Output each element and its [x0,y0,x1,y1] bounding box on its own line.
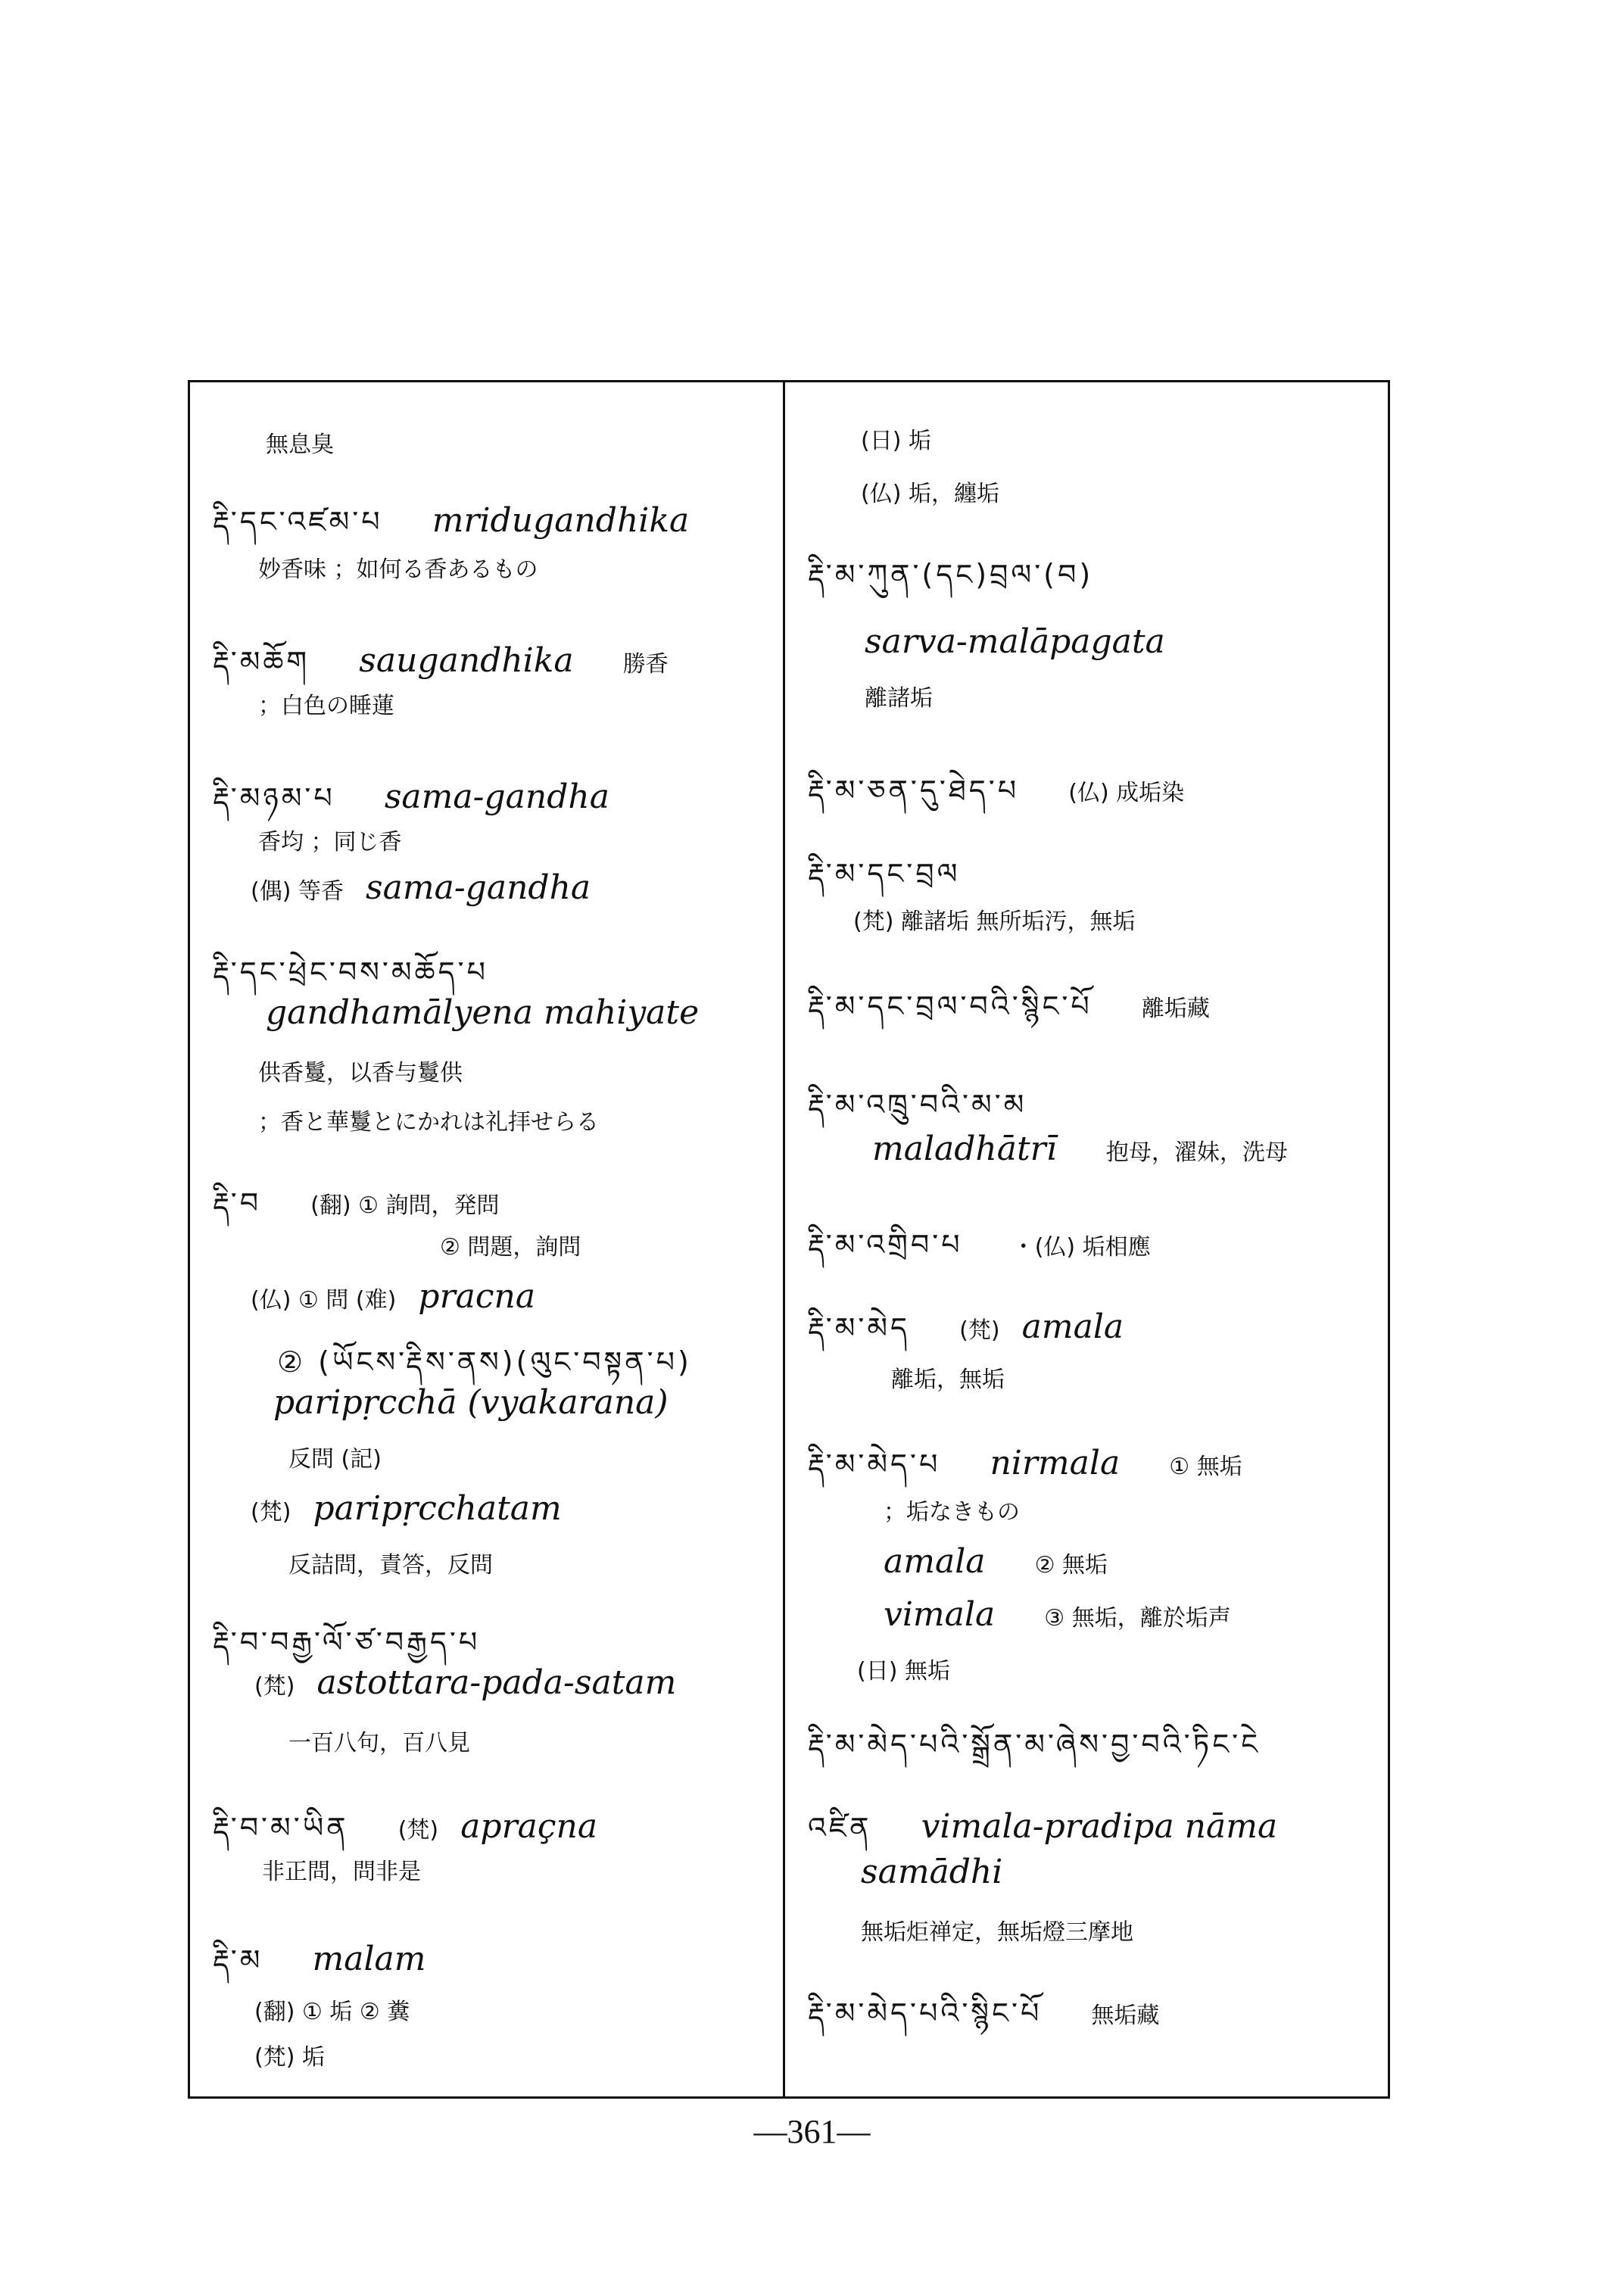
japanese-text: 無垢炬禅定，無垢燈三摩地 [861,1919,1133,1946]
sanskrit-text: gandhamālyena mahiyate [266,993,700,1032]
japanese-text: ・(仏) 垢相應 [1011,1234,1151,1261]
sanskrit-text: saugandhika [359,641,574,680]
sanskrit-text: sama-gandha [384,778,609,816]
japanese-text: ；白色の睡蓮 [258,693,394,719]
entry-headword [808,1213,1151,1294]
entry-line [861,1913,1133,1946]
entry-line [254,1993,410,2026]
entry-line [872,1130,1288,1168]
sanskrit-text: astottara-pada-satam [316,1663,677,1702]
tibetan-text: རྡི་མ [213,1943,263,1977]
japanese-text: ③ 無垢，離於垢声 [1044,1605,1231,1632]
japanese-text: 香均 ；同じ香 [258,829,402,856]
sanskrit-text: sama-gandha [366,868,591,907]
entry-line [251,1489,562,1528]
entry-headword [808,543,1093,624]
tibetan-text: རྡི་མ་དང་བྲལ་བའི་སྙིང་པོ [808,990,1093,1023]
japanese-text: 妙香味 ；如何る香あるもの [258,556,538,583]
japanese-text: 反問 (記) [288,1446,382,1473]
japanese-text: (梵) [397,1817,439,1844]
japanese-text: ② 無垢 [1034,1552,1108,1579]
japanese-text: (梵) [254,1673,295,1700]
tibetan-text: རྡི་མཉམ་པ [213,781,335,815]
entry-line [251,868,591,907]
sanskrit-text: nirmala [990,1444,1121,1482]
tibetan-text: རྡི་མ་འཁྲུ་བའི་མ་མ [808,1088,1027,1121]
japanese-text: ；香と華鬘とにかれは礼拝せらる [258,1109,599,1136]
entry-line [258,1103,599,1136]
entry-line [884,1542,1108,1581]
entry-line [288,1546,493,1579]
japanese-text: ；垢なきもの [884,1499,1020,1526]
japanese-text: 非正問，問非是 [262,1859,421,1885]
sanskrit-text: pracna [418,1277,536,1316]
entry-line [865,679,933,712]
japanese-text: 反詰問，責答，反問 [288,1552,493,1579]
entry-line [440,1228,581,1261]
japanese-text: 離垢，無垢 [891,1367,1005,1393]
sanskrit-text: paripṛcchatam [313,1489,562,1528]
tibetan-text: རྡི་དང་འཛམ་པ [213,505,383,538]
right-column [785,380,1388,2099]
tibetan-text: རྡི་བ་བརྒྱ་ལོ་ཙ་བརྒྱད་པ [213,1625,481,1659]
japanese-text: (日) 垢 [861,428,931,454]
tibetan-text: རྡི་མ་མེད་པ [808,1448,941,1481]
entry-headword [808,1981,1159,2062]
japanese-text: 離諸垢 [865,685,933,712]
japanese-text: 離垢藏 [1141,996,1210,1022]
entry-headword [808,974,1210,1055]
japanese-text: (仏) ① 問 (难) [251,1287,397,1314]
entry-line [288,1440,382,1473]
entry-line [853,902,1135,936]
left-column [190,380,783,2099]
sanskrit-text: vimala [884,1595,996,1634]
tibetan-text: རྡི་དང་ཕྲེང་བས་མཆོད་པ [213,955,488,989]
sanskrit-text: mridugandhika [432,501,690,540]
entry-line [857,1652,950,1685]
japanese-text: (仏) 垢，纏垢 [861,481,999,507]
entry-line [884,1595,1231,1634]
sanskrit-text: paripṛcchā (vyakarana) [273,1383,669,1422]
japanese-text: (仏) 成垢染 [1068,780,1185,806]
tibetan-text: རྡི་མཆོག [213,645,310,678]
japanese-text: 一百八句，百八見 [288,1730,470,1756]
entry-line [861,1853,1002,1891]
entry-headword [808,759,1184,840]
tibetan-text: རྡི་བ [213,1186,262,1220]
sanskrit-text: apraçna [460,1807,598,1846]
entry-headword [808,1713,1261,1794]
tibetan-text: རྡི་མ་ཅན་དུ་ཐེད་པ [808,774,1020,807]
tibetan-text: རྡི་མ་དང་བྲལ [808,857,961,890]
entry-line [251,1277,535,1316]
entry-line [273,1383,669,1422]
entry-headword [808,1432,1242,1513]
entry-line [258,550,538,584]
tibetan-text: རྡི་བ་མ་ཡིན [213,1811,349,1844]
japanese-text: (翻) ① 詢問，発問 [310,1192,500,1219]
page-number: —361— [753,2113,871,2150]
sanskrit-text: amala [884,1542,986,1581]
tibetan-text: རྡི་མ་མེད [808,1311,911,1345]
entry-line [288,1724,470,1757]
tibetan-text: རྡི་མ་ཀུན་(དང)བྲལ་(བ) [808,558,1094,591]
entry-line [254,2038,325,2071]
japanese-text: (梵) 垢 [254,2044,325,2071]
sanskrit-text: vimala-pradipa nāma [921,1807,1278,1846]
entry-line [266,993,699,1032]
sanskrit-text: malam [312,1940,426,1978]
tibetan-text: རྡི་མ་མེད་པའི་སྙིང་པོ [808,1996,1043,2030]
entry-line [258,687,394,720]
tibetan-text: ② (ཡོངས་རྡིས་ནས)(ལུང་བསྟན་པ) [277,1345,692,1379]
japanese-text: ① 無垢 [1169,1454,1242,1480]
entry-line [258,823,402,856]
japanese-text: (梵) [251,1499,291,1526]
entry-line [262,1853,421,1886]
tibetan-text: རྡི་མ་མེད་པའི་སྒྲོན་མ་ཞེས་བྱ་བའི་ཏིང་ངེ [808,1728,1261,1761]
tibetan-text: རྡི་མ་འགྲིབ་པ [808,1228,963,1261]
sanskrit-text: samādhi [861,1853,1003,1891]
entry-line [861,422,931,455]
sanskrit-text: sarva-malāpagata [865,622,1165,661]
entry-line [865,622,1165,661]
japanese-text: (日) 無垢 [857,1658,950,1685]
japanese-text: (梵) 離諸垢 無所垢汚，無垢 [853,909,1136,935]
japanese-text: ② 問題，詢問 [440,1234,581,1261]
entry-line [891,1361,1005,1394]
entry-line [861,475,999,508]
entry-line [258,1054,463,1087]
entry-line [266,425,334,459]
japanese-text: 供香鬘，以香与鬘供 [258,1060,463,1086]
tibetan-text: འཛིན [808,1811,872,1844]
sanskrit-text: maladhātrī [872,1130,1057,1168]
sanskrit-text: amala [1021,1308,1124,1346]
entry-line [884,1493,1020,1526]
japanese-text: (梵) [959,1317,1000,1344]
japanese-text: 無垢藏 [1091,2003,1160,2029]
japanese-text: 勝香 [622,651,669,678]
japanese-text: 無息臭 [266,432,334,458]
entry-line [254,1663,676,1702]
japanese-text: (翻) ① 垢 ② 糞 [254,1999,410,2025]
japanese-text: (偶) 等香 [251,878,344,905]
japanese-text: 抱母，濯妹，洗母 [1105,1139,1288,1166]
